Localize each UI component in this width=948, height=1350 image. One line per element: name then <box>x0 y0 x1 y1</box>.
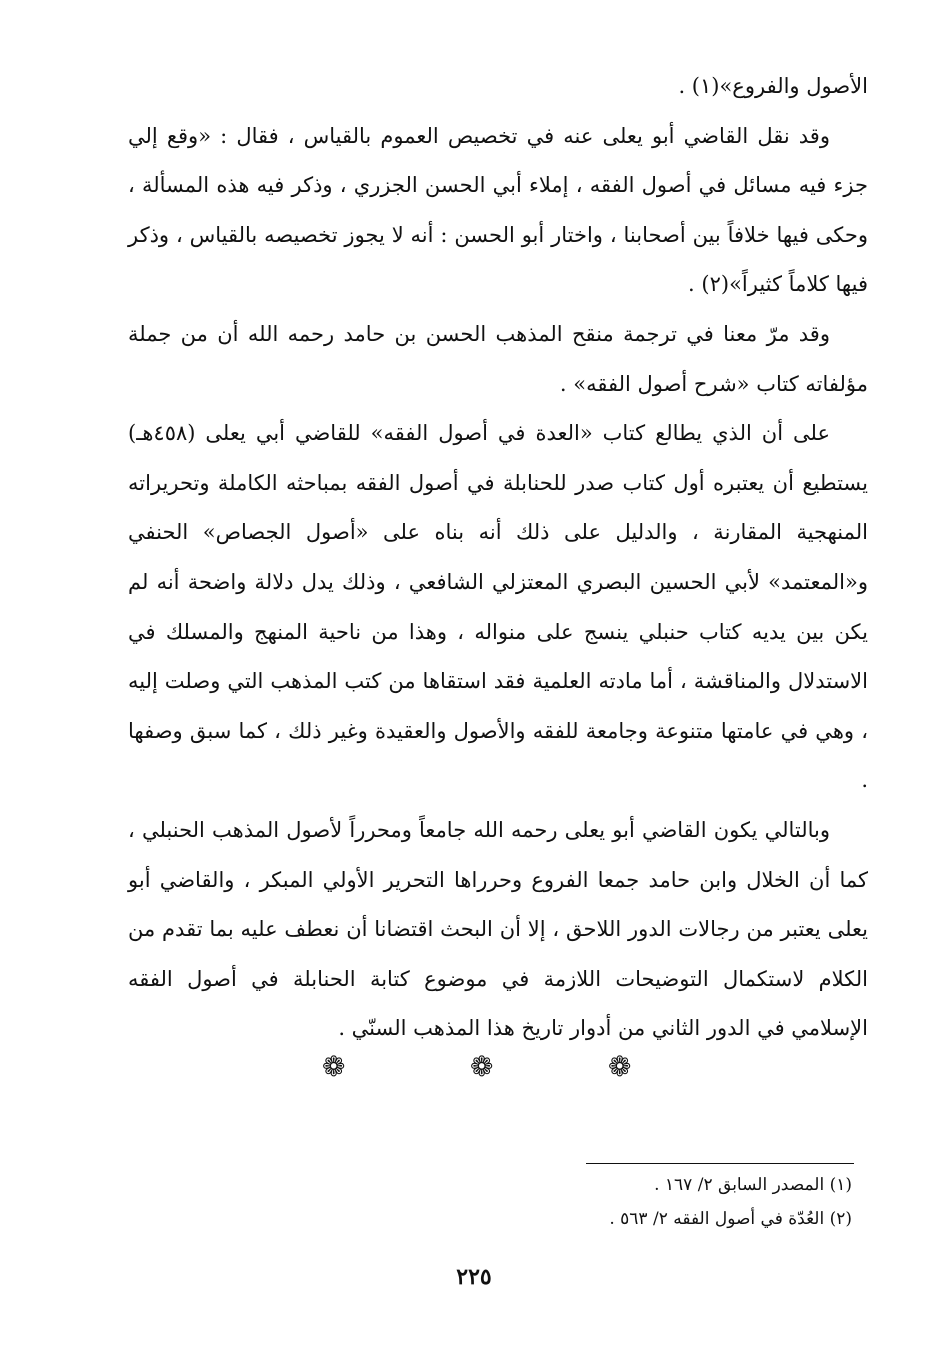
paragraph-ibn-hamid: وقد مرّ معنا في ترجمة منقح المذهب الحسن بن حامد رحمه الله أن من جملة مؤلفاته كتاب «شرح أصول الفقه» . <box>128 321 868 396</box>
footnote-1: (١) المصدر السابق ٢/ ١٦٧ . <box>654 1175 852 1195</box>
separator-star-icon: ❁ <box>470 1050 494 1083</box>
separator-star-icon: ❁ <box>322 1050 346 1083</box>
footnote-divider <box>586 1163 854 1164</box>
paragraph-conclusion: وبالتالي يكون القاضي أبو يعلى رحمه الله جامعاً ومحرراً لأصول المذهب الحنبلي ، كما أن الخلال وابن حامد جمعا الفروع وحرراها التحرير الأولي المبكر ، والقاضي أبو يعلى يعتبر من رجالات الدور اللاحق ، إلا أن البحث اقتضانا أن نعطف عليه بما تقدم من الكلام لاستكمال التوضيحات اللازمة في موضوع كتابة الحنابلة في أصول الفقه الإسلامي في الدور الثاني من أدوار تاريخ هذا المذهب السنّي . <box>128 817 868 1041</box>
section-separator <box>0 1052 948 1082</box>
paragraph-continuation: الأصول والفروع»(١) . <box>678 74 868 98</box>
separator-star-icon: ❁ <box>608 1050 632 1083</box>
footnote-2: (٢) العُدّة في أصول الفقه ٢/ ٥٦٣ . <box>609 1209 852 1229</box>
page-number: ٢٢٥ <box>456 1264 492 1290</box>
main-text <box>128 62 868 1054</box>
paragraph-qadi-quote: وقد نقل القاضي أبو يعلى عنه في تخصيص العموم بالقياس ، فقال : «وقع إلي جزء فيه مسائل في أصول الفقه ، إملاء أبي الحسن الجزري ، وذكر فيه هذه المسألة ، وحكى فيها خلافاً بين أصحابنا ، واختار أبو الحسن : أنه لا يجوز تخصيصه بالقياس ، وذكر فيها كلاماً كثيراً»(٢) . <box>128 123 868 297</box>
paragraph-al-udda: على أن الذي يطالع كتاب «العدة في أصول الفقه» للقاضي أبي يعلى (٤٥٨هـ) يستطيع أن يعتبره أول كتاب صدر للحنابلة في أصول الفقه بمباحثه الكاملة وتحريراته المنهجية المقارنة ، والدليل على ذلك أنه بناه على «أصول الجصاص» الحنفي و«المعتمد» لأبي الحسين البصري المعتزلي الشافعي ، وذلك يدل دلالة واضحة أنه لم يكن بين يديه كتاب حنبلي ينسج على منواله ، وهذا من ناحية المنهج والمسلك في الاستدلال والمناقشة ، أما مادته العلمية فقد استقاها من كتب المذهب التي وصلت إليه ، وهي في عامتها متنوعة وجامعة للفقه والأصول والعقيدة وغير ذلك ، كما سبق وصفها . <box>128 421 868 793</box>
footnotes <box>352 1168 852 1236</box>
